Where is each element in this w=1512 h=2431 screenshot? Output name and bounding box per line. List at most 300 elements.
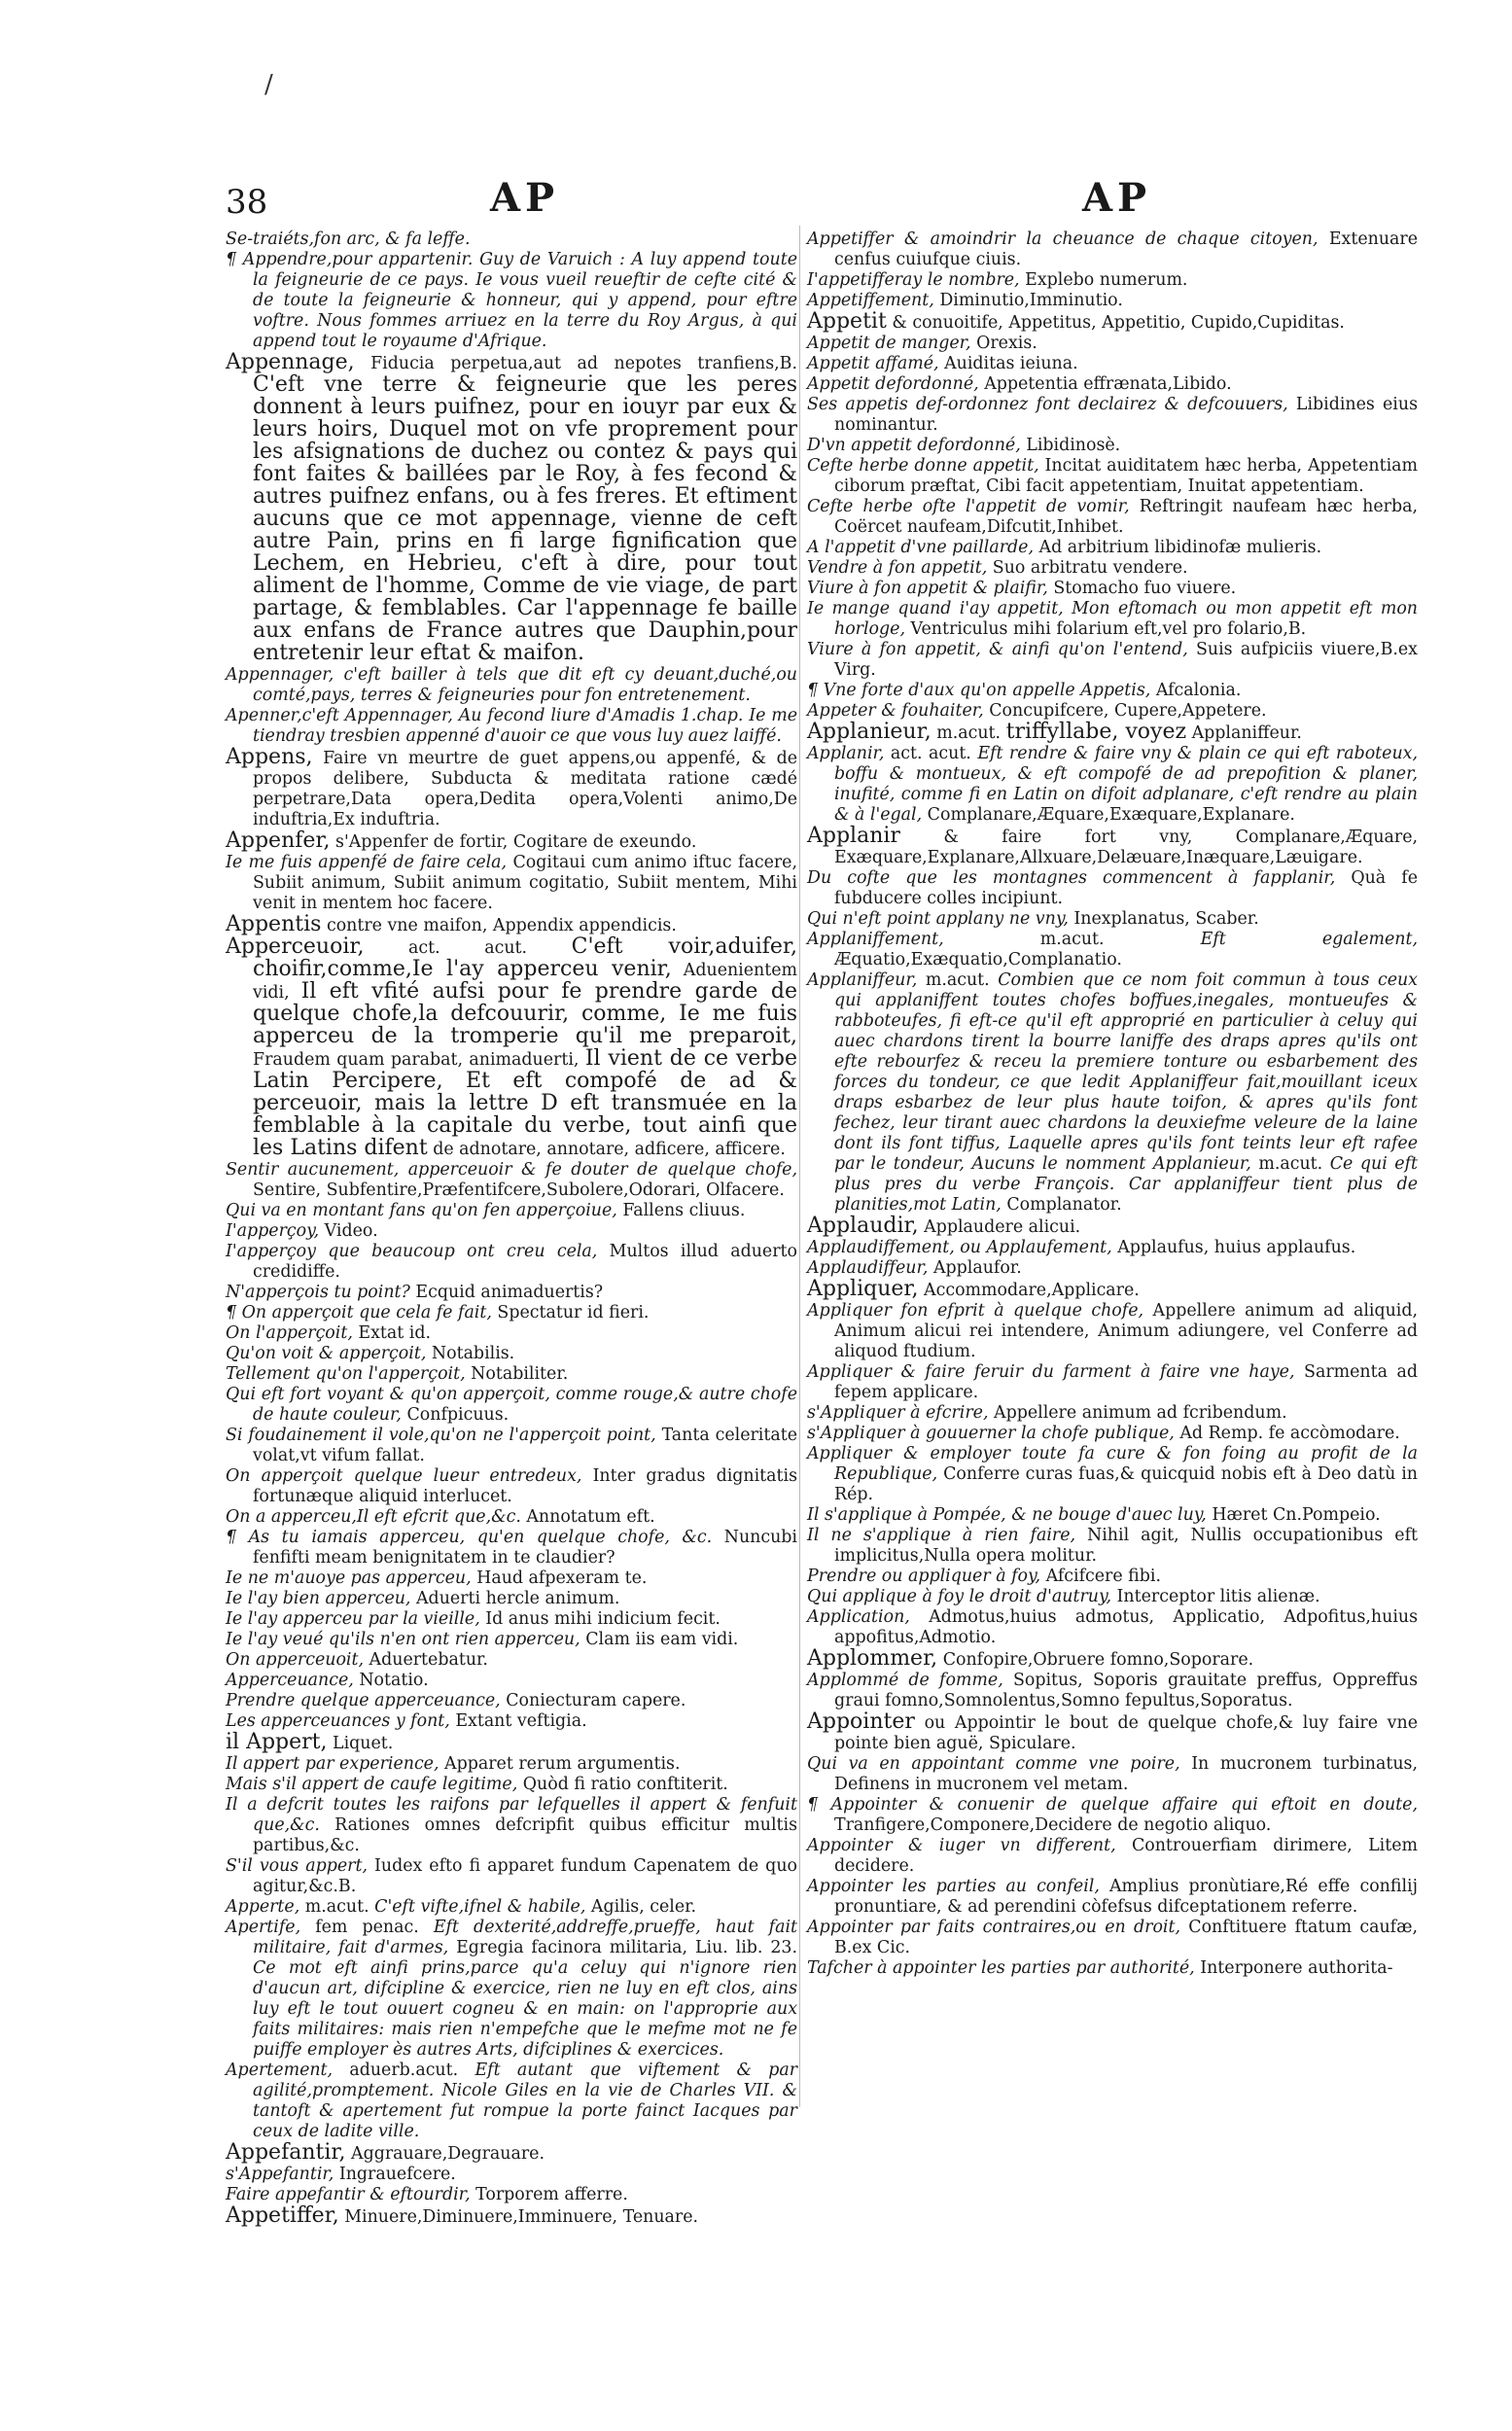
latin-equivalent: Applaudere alicui.	[924, 1217, 1081, 1237]
french-gloss: Eft rendre & faire vny & plain ce qui eft raboteux, boffu & montueux, & eft compofé de ad prepofition & planer, inufité, comme fi en Latin on difoit adplanare, c'eft rendre au plain & à l'egal,	[834, 744, 1418, 825]
dictionary-entry	[226, 250, 797, 352]
french-term: Prendre ou appliquer à foy,	[807, 1567, 1041, 1586]
french-term: Applanir	[807, 824, 900, 848]
french-term: Qui eft fort voyant & qu'on apperçoit, comme rouge,& autre chofe de haute couleur,	[226, 1385, 797, 1425]
french-term: Applaniffement,	[807, 930, 944, 949]
french-term: Il a defcrit toutes les raifons par lefquelles il appert & fenfuit que,&c.	[226, 1795, 797, 1835]
french-term: Se-traiéts,fon arc, & fa leffe.	[226, 229, 471, 249]
french-term: Il appert par experience,	[226, 1754, 440, 1774]
dictionary-entry	[226, 2165, 797, 2185]
french-term: Qui va en montant fans qu'on fen apperçoiue,	[226, 1201, 617, 1220]
dictionary-entry	[807, 681, 1418, 701]
french-term: N'apperçois tu point?	[226, 1283, 410, 1302]
latin-equivalent: m.acut.	[925, 970, 990, 990]
french-term: Vendre à fon appetit,	[807, 558, 988, 578]
french-term: Appointer par faits contraires,ou en droit,	[807, 1918, 1180, 1937]
latin-equivalent: Libidinosè.	[1026, 436, 1121, 455]
french-gloss: & faire fort vny,	[943, 828, 1193, 847]
latin-equivalent: Quà fe fubducere colles incipiunt.	[834, 868, 1419, 908]
dictionary-entry	[807, 909, 1418, 930]
dictionary-entry	[807, 744, 1418, 826]
dictionary-entry	[807, 1238, 1418, 1258]
latin-equivalent: Aggrauare,Degrauare.	[351, 2144, 545, 2164]
latin-equivalent: Extenuare cenfus cuiufque ciuis.	[834, 229, 1419, 269]
dictionary-entry	[807, 826, 1418, 868]
dictionary-entry	[807, 930, 1418, 970]
latin-equivalent: Controuerfiam dirimere, Litem decidere.	[834, 1836, 1418, 1876]
latin-equivalent: Subducta & meditata ratione cædé perpetrare,Data opera,Dedita opera,Volenti animo,De induftria,Ex induftria.	[253, 769, 797, 829]
dictionary-entry	[226, 1568, 797, 1589]
latin-equivalent: Appetentia effrænata,Libido.	[984, 374, 1232, 394]
latin-equivalent: Nuncubi fenfifti meam benignitatem in te claudier?	[253, 1528, 797, 1568]
dictionary-entry	[807, 640, 1418, 681]
latin-equivalent: Notabilis.	[431, 1344, 515, 1363]
latin-equivalent: Inter gradus dignitatis fortunæque aliquid interlucet.	[253, 1466, 797, 1506]
french-term: I'appetifferay le nombre,	[807, 270, 1020, 290]
french-term: Appefantir,	[226, 2140, 346, 2165]
french-term: I'apperçoy,	[226, 1221, 320, 1241]
french-term: Sentir aucunement, apperceuoir & fe douter de quelque chofe,	[226, 1160, 797, 1180]
french-term: Appetiffer,	[226, 2203, 339, 2228]
french-term: ¶ Appointer & conuenir de quelque affaire qui eftoit en doute,	[807, 1795, 1418, 1814]
dictionary-entry	[807, 334, 1418, 354]
dictionary-entry	[807, 229, 1418, 270]
latin-equivalent: Ecquid animaduertis?	[415, 1283, 604, 1302]
dictionary-entry	[226, 853, 797, 914]
latin-equivalent: Amplius pronùtiare,Ré effe confilij pronuntiare, & ad perendini còfefsus difceptationem referre.	[834, 1877, 1418, 1917]
latin-equivalent: Notatio.	[359, 1671, 429, 1690]
latin-equivalent: Egregia facinora militaria, Liu. lib. 23.	[456, 1938, 797, 1957]
french-term: Appetit defordonné,	[807, 374, 979, 394]
latin-equivalent: Libidines eius nominantur.	[834, 395, 1418, 435]
latin-equivalent: Haud afpexeram te.	[476, 1568, 648, 1588]
dictionary-entry	[226, 1283, 797, 1303]
latin-equivalent: Afcifcere fibi.	[1045, 1567, 1161, 1586]
dictionary-entry	[226, 2205, 797, 2228]
french-term: Apperceuance,	[226, 1671, 354, 1690]
dictionary-entry	[226, 1466, 797, 1507]
latin-equivalent: Conferre curas fuas,& quicquid nobis eft à Deo datù in Rép.	[834, 1464, 1418, 1504]
dictionary-entry	[807, 1754, 1418, 1795]
french-term: Apenner,c'eft Appennager, Au fecond liure d'Amadis 1.chap. Ie me tiendray tresbien appenné d'auoir ce que vous luy auez laiffé.	[226, 706, 797, 746]
latin-equivalent: Reftringit naufeam hæc herba, Coërcet naufeam,Difcutit,Inhibet.	[834, 497, 1418, 537]
latin-equivalent: Agilis, celer.	[590, 1897, 697, 1917]
french-term: Applaudiffeur,	[807, 1258, 929, 1278]
latin-equivalent: Cogitaui cum animo iftuc facere, Subiit animum, Subiit animum cogitatio, Subiit mentem, Mihi venit in mentem hoc facere.	[253, 853, 798, 913]
dictionary-entry	[226, 1323, 797, 1344]
french-term: Il s'applique à Pompée, & ne bouge d'auec luy,	[807, 1505, 1207, 1525]
dictionary-entry	[807, 538, 1418, 558]
latin-equivalent: Ventriculus mihi folarium eft,vel pro folario,B.	[910, 619, 1307, 639]
latin-equivalent: Id anus mihi indicium fecit.	[485, 1609, 721, 1629]
french-term: Appointer les parties au confeil,	[807, 1877, 1100, 1896]
dictionary-entry	[226, 665, 797, 706]
dictionary-entry	[226, 2061, 797, 2142]
french-gloss: Eft autant que viftement & par agilité,promptement. Nicole Giles en la vie de Charles VII. & tantoft & apertement fut rompue la porte fainct Iacques par ceux de ladite ville.	[253, 2061, 798, 2141]
dictionary-entry	[807, 599, 1418, 640]
dictionary-entry	[226, 1671, 797, 1691]
dictionary-entry	[226, 1775, 797, 1795]
dictionary-entry	[226, 1364, 797, 1385]
french-gloss: C'eft voir,aduifer, choifir,comme,Ie l'ay apperceu venir,	[253, 934, 797, 981]
dictionary-entry	[226, 1426, 797, 1466]
latin-equivalent: Coniecturam capere.	[506, 1691, 686, 1710]
french-term: Ie l'ay apperceu par la vieille,	[226, 1609, 480, 1629]
dictionary-entry	[226, 1507, 797, 1528]
latin-equivalent: Appendix appendicis.	[492, 916, 677, 935]
french-term: Appetit affamé,	[807, 354, 939, 373]
french-term: Ses appetis def-ordonnez font declairez & defcouuers,	[807, 395, 1288, 414]
french-term: Ie l'ay veué qu'ils n'en ont rien apperceu,	[226, 1630, 580, 1649]
french-gloss: s'Appenfer de fortir,	[335, 832, 509, 852]
french-term: Applaudiffement, ou Applaufement,	[807, 1238, 1112, 1257]
french-gloss: Ce qui eft plus pres du verbe François. Car applaniffeur tient plus de planities,mot Latin,	[834, 1154, 1419, 1215]
latin-equivalent: Appellere animum ad fcribendum.	[994, 1403, 1287, 1423]
latin-equivalent: Annotatum eft.	[526, 1507, 655, 1527]
french-term: Appetit	[807, 309, 887, 334]
latin-equivalent: Iudex efto fi apparet fundum Capenatem de quo agitur,&c.B.	[253, 1856, 797, 1896]
dictionary-entry	[226, 1711, 797, 1732]
latin-equivalent: In mucronem turbinatus, Definens in mucronem vel metam.	[834, 1754, 1418, 1794]
french-term: Tafcher à appointer les parties par authorité,	[807, 1958, 1195, 1978]
french-term: s'Appefantir,	[226, 2165, 334, 2184]
stray-pen-mark: /	[264, 70, 273, 99]
latin-equivalent: Sentire, Subfentire,Præfentifcere,Subolere,Odorari, Olfacere.	[253, 1180, 785, 1200]
latin-equivalent: m.acut.	[304, 1897, 369, 1917]
dictionary-entry	[226, 1856, 797, 1897]
column-divider	[799, 226, 800, 2107]
latin-equivalent: Fallens cliuus.	[622, 1201, 746, 1220]
french-term: s'Appliquer à gouuerner la chofe publique,	[807, 1424, 1175, 1443]
dictionary-entry	[226, 1344, 797, 1364]
french-gloss: Il eft vfité aufsi pour fe prendre garde de quelque chofe,la defcouurir, comme, Ie me fuis apperceu de la tromperie qu'il me preparoit,	[253, 979, 797, 1048]
dictionary-entry	[807, 558, 1418, 579]
dictionary-entry	[226, 2142, 797, 2165]
running-header-left: AP	[490, 175, 560, 221]
french-term: Tellement qu'on l'apperçoit,	[226, 1364, 466, 1384]
latin-equivalent: Aduenientem vidi,	[253, 961, 798, 1003]
dictionary-entry	[226, 1528, 797, 1568]
latin-equivalent: Multos illud aduerto credidiffe.	[253, 1242, 797, 1282]
french-term: s'Appliquer à efcrire,	[807, 1403, 989, 1423]
latin-equivalent: Quòd fi ratio conftiterit.	[522, 1775, 728, 1794]
dictionary-entry	[807, 1526, 1418, 1567]
latin-equivalent: Apparet rerum argumentis.	[444, 1754, 681, 1774]
french-term: Viure à fon appetit & plaifir,	[807, 579, 1048, 598]
latin-equivalent: fem penac.	[315, 1918, 419, 1937]
latin-equivalent: Extat id.	[358, 1323, 431, 1343]
dictionary-entry	[807, 456, 1418, 497]
french-term: On apperceuoit,	[226, 1650, 365, 1670]
dictionary-entry	[226, 352, 797, 665]
dictionary-entry	[807, 497, 1418, 538]
latin-equivalent: Nihil agit, Nullis occupationibus eft implicitus,Nulla opera molitur.	[834, 1526, 1418, 1566]
french-term: Appens,	[226, 745, 313, 769]
dictionary-entry	[226, 1242, 797, 1283]
latin-equivalent: Liquet.	[333, 1734, 394, 1753]
left-column	[226, 229, 797, 2228]
french-term: D'vn appetit defordonné,	[807, 436, 1021, 455]
french-term: Applanieur,	[807, 720, 932, 744]
latin-equivalent: Complanator.	[1006, 1195, 1122, 1215]
dictionary-entry	[807, 1671, 1418, 1711]
french-term: il Appert,	[226, 1730, 328, 1754]
latin-equivalent: Suis aufpiciis viuere,B.ex Virg.	[834, 640, 1418, 680]
french-term: Appentis	[226, 912, 322, 936]
latin-equivalent: Rationes omnes defcripfit quibus efficitur multis partibus,&c.	[253, 1815, 798, 1855]
french-term: Appointer	[807, 1709, 915, 1734]
dictionary-entry	[807, 1607, 1418, 1648]
latin-equivalent: Hæret Cn.Pompeio.	[1212, 1505, 1381, 1525]
latin-equivalent: Tranfigere,Componere,Decidere de negotio aliquo.	[834, 1815, 1272, 1835]
dictionary-entry	[226, 936, 797, 1160]
french-gloss: Eft dexterité,addreffe,prueffe, haut fait militaire, fait d'armes,	[253, 1918, 797, 1957]
french-term: Appeter & fouhaiter,	[807, 701, 984, 721]
french-term: Appenfer,	[226, 828, 331, 853]
dictionary-entry	[226, 1691, 797, 1711]
dictionary-entry	[807, 1795, 1418, 1836]
french-term: Viure à fon appetit, & ainfi qu'on l'entend,	[807, 640, 1188, 659]
french-term: Prendre quelque apperceuance,	[226, 1691, 501, 1710]
dictionary-entry	[807, 270, 1418, 291]
dictionary-entry	[807, 374, 1418, 395]
dictionary-entry	[807, 436, 1418, 456]
latin-equivalent: Admotus,huius admotus, Applicatio, Adpofitus,huius appofitus,Admotio.	[834, 1607, 1419, 1647]
french-term: Qui n'eft point applany ne vny,	[807, 909, 1069, 929]
french-term: Si foudainement il vole,qu'on ne l'apperçoit point,	[226, 1426, 656, 1445]
french-term: Apperte,	[226, 1897, 300, 1917]
dictionary-entry	[807, 311, 1418, 334]
latin-equivalent: Confpicuus.	[406, 1405, 510, 1425]
latin-equivalent: Afcalonia.	[1155, 681, 1242, 700]
dictionary-entry	[226, 1650, 797, 1671]
dictionary-entry	[226, 1589, 797, 1609]
french-term: Appennage,	[226, 350, 355, 374]
french-term: Appennager, c'eft bailler à tels que dit eft cy deuant,duché,ou comté,pays, terres & feigneuries pour fon entretenement.	[226, 665, 797, 705]
latin-equivalent: Minuere,Diminuere,Imminuere, Tenuare.	[344, 2207, 699, 2227]
dictionary-entry	[807, 1279, 1418, 1301]
latin-equivalent: Æquatio,Exæquatio,Complanatio.	[834, 950, 1122, 969]
latin-equivalent: Complanare,Æquare,Exæquare,Explanare.	[927, 805, 1295, 825]
dictionary-entry	[226, 706, 797, 747]
latin-equivalent: Ad arbitrium libidinofæ mulieris.	[1038, 538, 1322, 557]
latin-equivalent: Sopitus, Soporis grauitate preffus, Oppreffus graui fomno,Somnolentus,Somno fepultus,Soporatus.	[834, 1671, 1418, 1710]
dictionary-entry	[226, 1897, 797, 1918]
latin-equivalent: Aduerti hercle animum.	[416, 1589, 620, 1608]
latin-equivalent: Auiditas ieiuna.	[944, 354, 1078, 373]
latin-equivalent: Applaniffeur.	[1191, 723, 1302, 743]
french-term: Apertife,	[226, 1918, 301, 1937]
french-term: Appetiffer & amoindrir la cheuance de chaque citoyen,	[807, 229, 1319, 249]
french-term: I'apperçoy que beaucoup ont creu cela,	[226, 1242, 598, 1261]
dictionary-entry	[807, 722, 1418, 744]
latin-equivalent: m.acut.	[1039, 930, 1105, 949]
french-term: Appliquer & faire feruir du farment à faire vne haye,	[807, 1362, 1295, 1382]
dictionary-entry	[807, 1424, 1418, 1444]
latin-equivalent: Accommodare,Applicare.	[924, 1281, 1140, 1300]
latin-equivalent: Suo arbitratu vendere.	[992, 558, 1188, 578]
french-term: Applaniffeur,	[807, 970, 918, 990]
latin-equivalent: de adnotare, annotare, adficere, afficere.	[433, 1140, 786, 1159]
french-term: Applanir,	[807, 744, 885, 763]
dictionary-entry	[226, 229, 797, 250]
latin-equivalent: Extant veftigia.	[455, 1711, 587, 1731]
french-term: Appliquer & employer toute fa cure & fon foing au profit de la Republique,	[807, 1444, 1418, 1484]
latin-equivalent: Torporem afferre.	[475, 2185, 628, 2204]
dictionary-entry	[807, 1648, 1418, 1671]
french-term: Applommé de fomme,	[807, 1671, 1003, 1690]
french-term: Cefte herbe ofte l'appetit de vomir,	[807, 497, 1130, 516]
dictionary-entry	[807, 1918, 1418, 1958]
dictionary-entry	[807, 1216, 1418, 1238]
french-gloss: Eft egalement,	[1200, 930, 1419, 949]
french-term: Qui va en appointant comme vne poire,	[807, 1754, 1180, 1774]
latin-equivalent: Cogitare de exeundo.	[512, 832, 697, 852]
latin-equivalent: Spectatur id fieri.	[497, 1303, 650, 1322]
dictionary-entry	[226, 914, 797, 936]
french-term: On apperçoit quelque lueur entredeux,	[226, 1466, 582, 1486]
dictionary-entry	[226, 1754, 797, 1775]
french-term: Les apperceuances y font,	[226, 1711, 450, 1731]
french-term: Apperceuoir,	[226, 934, 365, 959]
french-gloss: & conuoitife,	[892, 313, 1003, 333]
french-gloss: Faire vn meurtre de guet appens,ou appenfé, & de propos delibere,	[253, 749, 797, 789]
french-term: Qu'on voit & apperçoit,	[226, 1344, 427, 1363]
latin-equivalent: Appetitus, Appetitio, Cupido,Cupiditas.	[1008, 313, 1345, 333]
dictionary-entry	[226, 1201, 797, 1221]
latin-equivalent: Confopire,Obruere fomno,Soporare.	[942, 1650, 1254, 1670]
dictionary-entry	[807, 1836, 1418, 1877]
dictionary-entry	[226, 2185, 797, 2205]
dictionary-entry	[807, 1567, 1418, 1587]
french-term: A l'appetit d'vne paillarde,	[807, 538, 1034, 557]
latin-equivalent: Spiculare.	[988, 1734, 1076, 1753]
latin-equivalent: Complanare,Æquare, Exæquare,Explanare,Allxuare,Delæuare,Inæquare,Læuigare.	[834, 828, 1419, 867]
french-term: Appliquer,	[807, 1277, 919, 1301]
latin-equivalent: Notabiliter.	[471, 1364, 569, 1384]
latin-equivalent: Tanta celeritate volat,vt vifum fallat.	[253, 1426, 798, 1465]
dictionary-entry	[807, 1301, 1418, 1362]
french-term: On l'apperçoit,	[226, 1323, 353, 1343]
french-term: ¶ Appendre,pour appartenir. Guy de Varuich : A luy append toute la feigneurie de ce pays. Ie vous vueil reueftir de cefte cité & de toute la feigneurie & honneur, qui y append, pour eftre voftre. Nous fommes arriuez en la terre du Roy Argus, à qui append tout le royaume d'Afrique.	[226, 250, 797, 351]
french-gloss: Combien que ce nom foit commun à tous ceux qui applaniffent toutes chofes boffues,inegales, montueufes & rabboteufes, fi eft-ce qu'il eft approprié en particulier à celuy qui auec chardons tirent la bourre laniffe des draps apres qu'ils ont efte rebourfez & receu la premiere tonture ou esbarbement des forces du tondeur, ce que ledit Applaniffeur fait,mouillant iceux draps esbarbez de leur plus haute toifon, & apres qu'ils font fechez, leur tirant auec chardons la deuxiefme veleure de la laine dont ils font tiffus, Laquelle apres qu'ils font teints leur eft rafee par le tondeur, Aucuns le nomment Applanieur,	[834, 970, 1418, 1174]
latin-equivalent: Orexis.	[976, 334, 1037, 353]
dictionary-entry	[226, 830, 797, 853]
french-term: Ie me fuis appenfé de faire cela,	[226, 853, 508, 872]
french-term: Faire appefantir & eftourdir,	[226, 2185, 471, 2204]
french-term: Appetiffement,	[807, 291, 934, 310]
dictionary-entry	[807, 579, 1418, 599]
french-term: Qui applique à foy le droit d'autruy,	[807, 1587, 1112, 1606]
french-term: Du cofte que les montagnes commencent à fapplanir,	[807, 868, 1336, 888]
dictionary-entry	[807, 395, 1418, 436]
latin-equivalent: Fiducia perpetua,aut ad nepotes tranfiens,B.	[370, 354, 797, 373]
dictionary-entry	[226, 1303, 797, 1323]
dictionary-entry	[807, 1258, 1418, 1279]
dictionary-entry	[807, 1711, 1418, 1754]
dictionary-entry	[807, 1403, 1418, 1424]
latin-equivalent: Inexplanatus, Scaber.	[1073, 909, 1259, 929]
dictionary-entry	[807, 970, 1418, 1216]
dictionary-entry	[226, 1630, 797, 1650]
french-gloss: ou Appointir le bout de quelque chofe,& luy faire vne pointe bien aguë,	[834, 1713, 1419, 1753]
latin-equivalent: m.acut.	[936, 723, 1002, 743]
latin-equivalent: act. acut.	[408, 938, 528, 958]
dictionary-entry	[807, 1362, 1418, 1403]
dictionary-entry	[226, 747, 797, 830]
french-gloss: Il vient de ce verbe Latin Percipere, Et eft compofé de ad & perceuoir, mais la lettre D eft transmuée en la femblable à la capitale du verbe, tout ainfi que les Latins difent	[253, 1046, 798, 1160]
latin-equivalent: Sarmenta ad fepem applicare.	[834, 1362, 1418, 1402]
french-term: Il ne s'applique à rien faire,	[807, 1526, 1076, 1545]
dictionary-entry	[226, 1160, 797, 1201]
dictionary-entry	[807, 701, 1418, 722]
latin-equivalent: Stomacho fuo viuere.	[1053, 579, 1237, 598]
dictionary-entry	[226, 1385, 797, 1426]
french-term: Apertement,	[226, 2061, 334, 2080]
latin-equivalent: Conftituere ftatum caufæ, B.ex Cic.	[834, 1918, 1418, 1957]
page-number: 38	[226, 183, 268, 222]
dictionary-entry	[807, 868, 1418, 909]
french-term: Applommer,	[807, 1646, 938, 1671]
french-term: ¶ As tu iamais apperceu, qu'en quelque chofe, &c.	[226, 1528, 713, 1547]
french-term: Appointer & iuger vn different,	[807, 1836, 1116, 1855]
french-term: Mais s'il appert de caufe legitime,	[226, 1775, 518, 1794]
french-gloss: Ce mot eft ainfi prins,parce qu'a celuy qui n'ignore rien d'aucun art, difcipline & exercice, rien ne luy en eft clos, ains luy eft le tout ouuert cogneu & en main: on l'approprie aux faits militaires: mais rien n'empefche que le mefme mot ne fe puiffe employer ès autres Arts, difciplines & exercices.	[253, 1958, 797, 2060]
latin-equivalent: m.acut.	[1258, 1154, 1323, 1174]
french-gloss: contre vne maifon,	[326, 916, 488, 935]
french-gloss: triffyllabe, voyez	[1005, 720, 1187, 744]
running-header-right: AP	[1082, 175, 1152, 221]
french-gloss: C'eft vifte,ifnel & habile,	[374, 1897, 586, 1917]
latin-equivalent: Diminutio,Imminutio.	[939, 291, 1123, 310]
french-term: On a apperceu,Il eft efcrit que,&c.	[226, 1507, 521, 1527]
latin-equivalent: Ad Remp. fe accòmodare.	[1179, 1424, 1400, 1443]
latin-equivalent: Interponere authorita-	[1200, 1958, 1393, 1978]
dictionary-entry	[807, 1587, 1418, 1607]
french-term: S'il vous appert,	[226, 1856, 368, 1876]
dictionary-entry	[226, 1918, 797, 2061]
french-term: ¶ On apperçoit que cela fe fait,	[226, 1303, 492, 1322]
french-term: Ie mange quand i'ay appetit, Mon eftomach ou mon appetit eft mon horloge,	[807, 599, 1418, 639]
right-column	[807, 229, 1418, 1979]
dictionary-entry	[226, 1609, 797, 1630]
french-term: Ie ne m'auoye pas apperceu,	[226, 1568, 472, 1588]
latin-equivalent: act. acut.	[890, 744, 971, 763]
latin-equivalent: Appellere animum ad aliquid, Animum alicui rei intendere, Animum adiungere, vel Conferre ad aliquod ftudium.	[834, 1301, 1419, 1361]
latin-equivalent: Explebo numerum.	[1025, 270, 1188, 290]
dictionary-entry	[807, 291, 1418, 311]
latin-equivalent: Aduertebatur.	[369, 1650, 488, 1670]
french-term: Application,	[807, 1607, 910, 1627]
french-gloss: C'eft vne terre & feigneurie que les peres donnent à leurs puifnez, pour en iouyr par eux & leurs hoirs, Duquel mot on vfe proprement pour les afsignations de duchez ou contez & pays qui font faites & baillées par le Roy, à fes fecond & autres puifnez enfans, ou à fes freres. Et eftiment aucuns que ce mot appennage, vienne de ceft autre Pain, prins en fi large fignification que Lechem, en Hebrieu, c'eft à dire, pour tout aliment de l'homme, Comme de vie viage, de part partage, & femblables. Car l'appennage fe baille aux enfans de France autres que Dauphin,pour entretenir leur eftat & maifon.	[253, 372, 797, 665]
french-term: Ie l'ay bien apperceu,	[226, 1589, 411, 1608]
latin-equivalent: Interceptor litis alienæ.	[1116, 1587, 1320, 1606]
dictionary-entry	[807, 1505, 1418, 1526]
dictionary-entry	[807, 1958, 1418, 1979]
dictionary-entry	[807, 1444, 1418, 1505]
latin-equivalent: Concupifcere, Cupere,Appetere.	[989, 701, 1267, 721]
french-term: ¶ Vne forte d'aux qu'on appelle Appetis,	[807, 681, 1151, 700]
latin-equivalent: aduerb.acut.	[349, 2061, 459, 2080]
latin-equivalent: Applaufus, huius applaufus.	[1117, 1238, 1356, 1257]
dictionary-entry	[226, 1795, 797, 1856]
french-term: Cefte herbe donne appetit,	[807, 456, 1039, 476]
dictionary-entry	[226, 1732, 797, 1754]
latin-equivalent: Fraudem quam parabat, animaduerti,	[253, 1050, 580, 1070]
latin-equivalent: Clam iis eam vidi.	[585, 1630, 739, 1649]
dictionary-entry	[807, 1877, 1418, 1918]
french-term: Appliquer fon efprit à quelque chofe,	[807, 1301, 1144, 1321]
